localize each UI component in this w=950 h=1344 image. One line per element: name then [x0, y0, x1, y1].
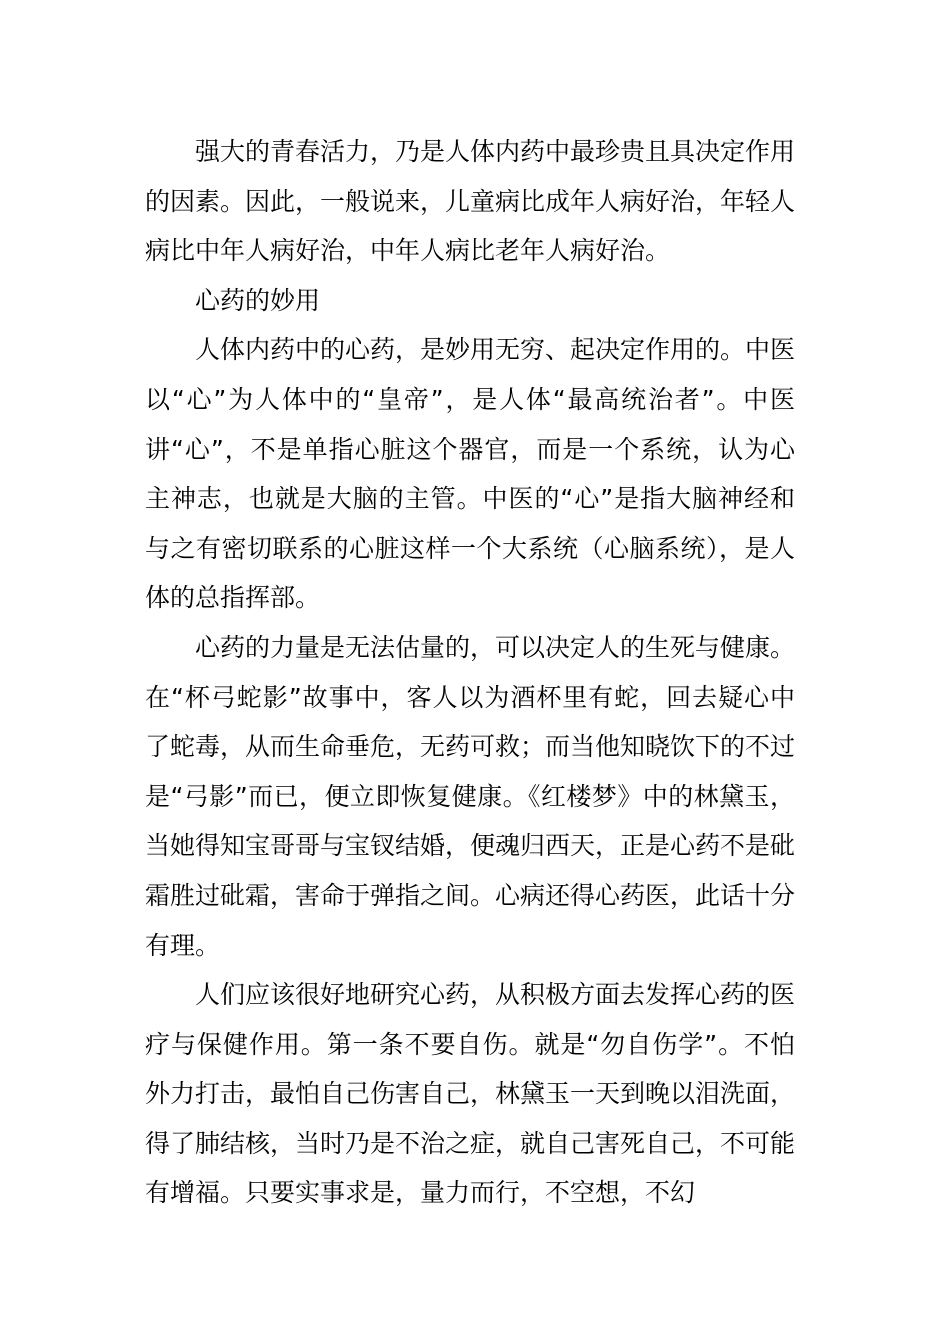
document-page	[145, 127, 795, 1218]
paragraph-4: 人们应该很好地研究心药，从积极方面去发挥心药的医疗与保健作用。第一条不要自伤。就是“勿自伤学”。不怕外力打击，最怕自己伤害自己，林黛玉一天到晚以泪洗面，得了肺结核，当时乃是不治之症，就自己害死自己，不可能有增福。只要实事求是，量力而行，不空想，不幻	[145, 980, 796, 1208]
paragraph-2: 人体内药中的心药，是妙用无穷、起决定作用的。中医以“心”为人体中的“皇帝”，是人体“最高统治者”。中医讲“心”，不是单指心脏这个器官，而是一个系统，认为心主神志，也就是大脑的主管。中医的“心”是指大脑神经和与之有密切联系的心脏这样一个大系统（心脑系统），是人体的总指挥部。	[145, 335, 796, 613]
paragraph-1: 强大的青春活力，乃是人体内药中最珍贵且具决定作用的因素。因此，一般说来，儿童病比成年人病好治，年轻人病比中年人病好治，中年人病比老年人病好治。	[145, 137, 796, 266]
paragraph-3: 心药的力量是无法估量的，可以决定人的生死与健康。在“杯弓蛇影”故事中，客人以为酒杯里有蛇，回去疑心中了蛇毒，从而生命垂危，无药可救；而当他知晓饮下的不过是“弓影”而已，便立即恢复健康。《红楼梦》中的林黛玉，当她得知宝哥哥与宝钗结婚，便魂归西天，正是心药不是砒霜胜过砒霜，害命于弹指之间。心病还得心药医，此话十分有理。	[145, 632, 796, 960]
section-heading: 心药的妙用	[195, 285, 321, 315]
